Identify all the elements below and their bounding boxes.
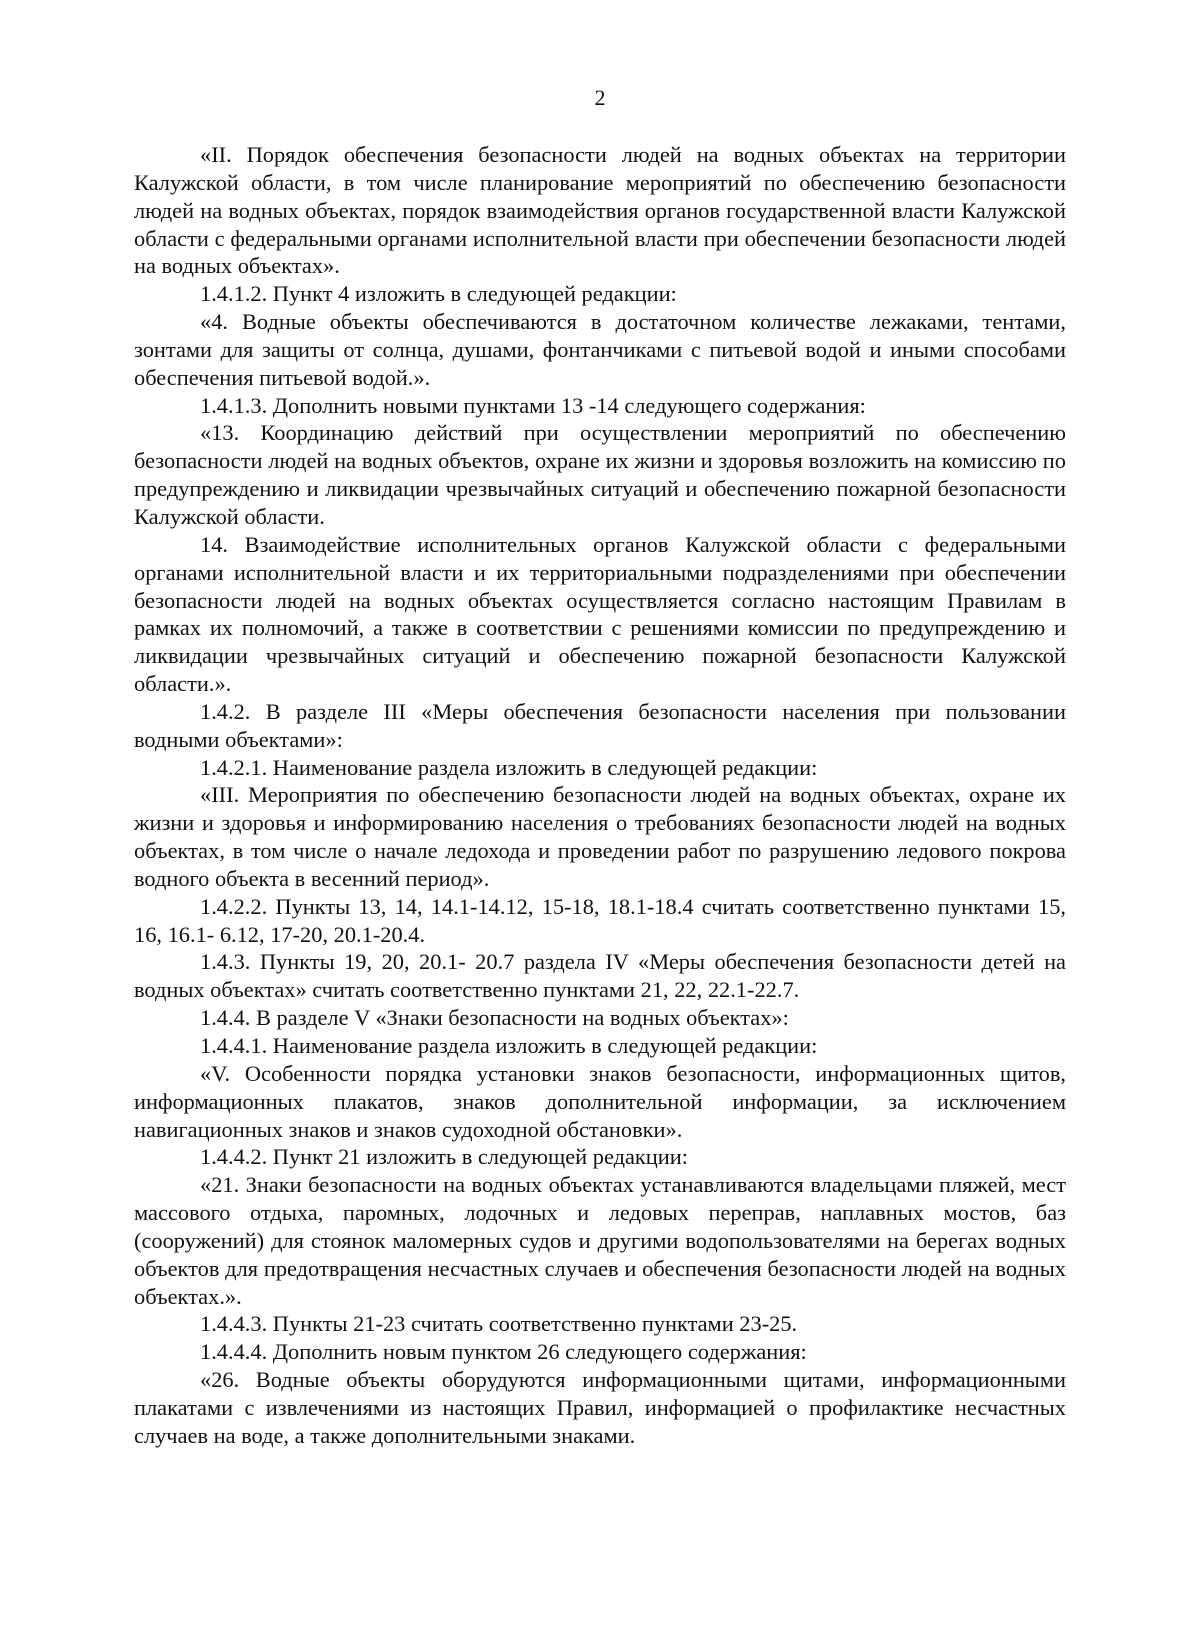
paragraph-point-21: «21. Знаки безопасности на водных объектах устанавливаются владельцами пляжей, мест массового отдыха, паромных, лодочных и ледовых переправ, наплавных мостов, баз (сооружений) для стоянок маломерных судов и другими водопользователями на берегах водных объектов для предотвращения несчастных случаев и обеспечения безопасности людей на водных объектах.». bbox=[134, 1172, 1066, 1309]
paragraph-1-4-1-3: 1.4.1.3. Дополнить новыми пунктами 13 -14 следующего содержания: bbox=[200, 392, 866, 418]
paragraph-1-4-4-4: 1.4.4.4. Дополнить новым пунктом 26 следующего содержания: bbox=[200, 1339, 807, 1365]
paragraph-1-4-2-1: 1.4.2.1. Наименование раздела изложить в следующей редакции: bbox=[200, 754, 818, 780]
paragraph-1-4-2-2: 1.4.2.2. Пункты 13, 14, 14.1-14.12, 15-18, 18.1-18.4 считать соответственно пунктами 15, 16, 16.1- 6.12, 17-20, 20.1-20.4. bbox=[134, 893, 1066, 947]
paragraph-point-13: «13. Координацию действий при осуществлении мероприятий по обеспечению безопасности людей на водных объектов, охране их жизни и здоровья возложить на комиссию по предупреждению и ликвидации чрезвычайных ситуаций и обеспечению пожарной безопасности Калужской области. bbox=[134, 420, 1066, 529]
paragraph-1-4-4: 1.4.4. В разделе V «Знаки безопасности на водных объектах»: bbox=[200, 1005, 789, 1031]
paragraph-point-26: «26. Водные объекты оборудуются информационными щитами, информационными плакатами с извлечениями из настоящих Правил, информацией о профилактике несчастных случаев на воде, а также дополнительными знаками. bbox=[134, 1367, 1066, 1448]
paragraph-1-4-4-3: 1.4.4.3. Пункты 21-23 считать соответственно пунктами 23-25. bbox=[200, 1311, 798, 1337]
paragraph-point-14: 14. Взаимодействие исполнительных органов Калужской области с федеральными органами исполнительной власти и их территориальными подразделениями при обеспечении безопасности людей на водных объектах осуществляется согласно настоящим Правилам в рамках их полномочий, а также в соответствии с решениями комиссии по предупреждению и ликвидации чрезвычайных ситуаций и обеспечению пожарной безопасности Калужской области.». bbox=[134, 531, 1066, 697]
paragraph-1-4-3: 1.4.3. Пункты 19, 20, 20.1- 20.7 раздела IV «Меры обеспечения безопасности детей на водных объектах» считать соответственно пунктами 21, 22, 22.1-22.7. bbox=[134, 949, 1066, 1003]
paragraph-1-4-1-2: 1.4.1.2. Пункт 4 изложить в следующей редакции: bbox=[200, 281, 677, 307]
paragraph-1-4-4-1: 1.4.4.1. Наименование раздела изложить в следующей редакции: bbox=[200, 1033, 818, 1058]
document-body bbox=[134, 141, 1066, 1450]
paragraph-section-v-title: «V. Особенности порядка установки знаков безопасности, информационных щитов, информационных плакатов, знаков дополнительной информации, за исключением навигационных знаков и знаков судоходной обстановки». bbox=[134, 1060, 1066, 1142]
paragraph-1-4-4-2: 1.4.4.2. Пункт 21 изложить в следующей редакции: bbox=[200, 1144, 688, 1170]
page-number: 2 bbox=[594, 85, 606, 110]
paragraph-1-4-2: 1.4.2. В разделе III «Меры обеспечения безопасности населения при пользовании водными объектами»: bbox=[134, 698, 1066, 752]
paragraph-section-iii-title: «III. Мероприятия по обеспечению безопасности людей на водных объектах, охране их жизни и здоровья и информированию населения о требованиях безопасности людей на водных объектах, в том числе о начале ледохода и проведении работ по разрушению ледового покрова водного объекта в весенний период». bbox=[134, 782, 1066, 891]
paragraph-section-ii-title: «II. Порядок обеспечения безопасности людей на водных объектах на территории Калужской области, в том числе планирование мероприятий по обеспечению безопасности людей на водных объектах, порядок взаимодействия органов государственной власти Калужской области с федеральными органами исполнительной власти при обеспечении безопасности людей на водных объектах». bbox=[134, 142, 1066, 279]
paragraph-point-4: «4. Водные объекты обеспечиваются в достаточном количестве лежаками, тентами, зонтами для защиты от солнца, душами, фонтанчиками с питьевой водой и иными способами обеспечения питьевой водой.». bbox=[134, 309, 1066, 390]
